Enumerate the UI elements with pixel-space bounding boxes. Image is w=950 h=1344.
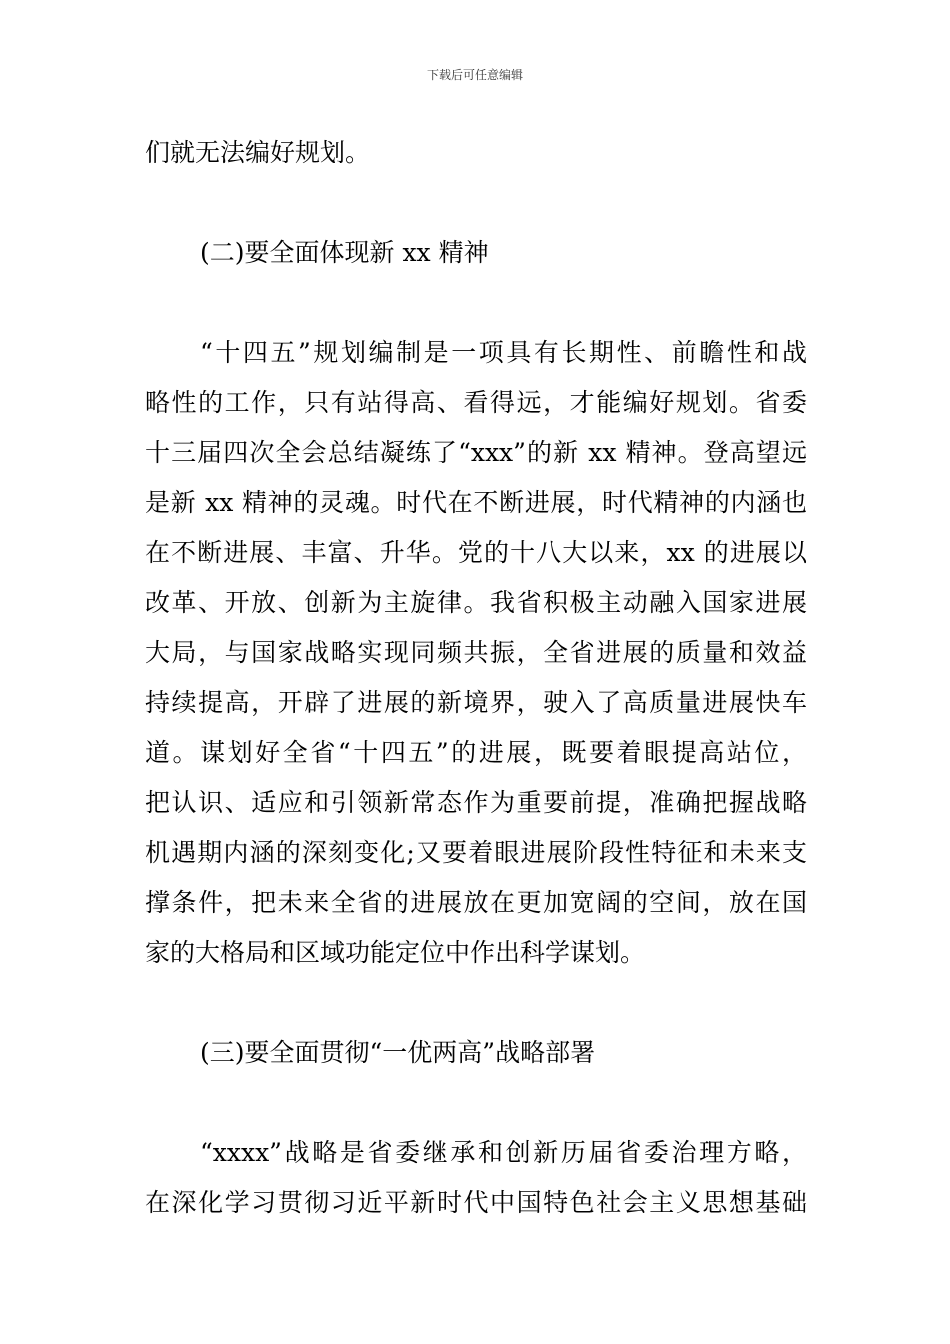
paragraph-line: 道。谋划好全省“十四五”的进展，既要着眼提高站位，	[145, 738, 807, 767]
paragraph-line: 十三届四次全会总结凝练了“xxx”的新 xx 精神。登高望远	[145, 438, 807, 467]
paragraph-line: 改革、开放、创新为主旋律。我省积极主动融入国家进展	[145, 588, 807, 617]
paragraph-line: 家的大格局和区域功能定位中作出科学谋划。	[145, 938, 646, 967]
paragraph-line: 在深化学习贯彻习近平新时代中国特色社会主义思想基础	[145, 1188, 807, 1217]
paragraph-line: 撑条件，把未来全省的进展放在更加宽阔的空间，放在国	[145, 888, 807, 917]
paragraph-line: 持续提高，开辟了进展的新境界，驶入了高质量进展快车	[145, 688, 807, 717]
paragraph-line: 们就无法编好规划。	[145, 138, 371, 167]
section-heading-3: (三)要全面贯彻“一优两高”战略部署	[200, 1038, 596, 1067]
header-note: 下载后可任意编辑	[426, 68, 523, 82]
paragraph-line: 机遇期内涵的深刻变化;又要着眼进展阶段性特征和未来支	[145, 838, 807, 867]
paragraph-line: 是新 xx 精神的灵魂。时代在不断进展，时代精神的内涵也	[145, 488, 807, 517]
paragraph-line: “十四五”规划编制是一项具有长期性、前瞻性和战	[200, 338, 807, 367]
document-body	[145, 128, 807, 1228]
section-heading-2: (二)要全面体现新 xx 精神	[200, 238, 489, 267]
paragraph-line: “xxxx”战略是省委继承和创新历届省委治理方略，	[200, 1138, 807, 1167]
paragraph-line: 大局，与国家战略实现同频共振，全省进展的质量和效益	[145, 638, 807, 667]
paragraph-line: 略性的工作，只有站得高、看得远，才能编好规划。省委	[145, 388, 807, 417]
paragraph-line: 在不断进展、丰富、升华。党的十八大以来，xx 的进展以	[145, 538, 807, 567]
paragraph-1	[145, 328, 807, 978]
spacer	[145, 1078, 807, 1128]
spacer	[145, 278, 807, 328]
spacer	[145, 978, 807, 1028]
paragraph-line: 把认识、适应和引领新常态作为重要前提，准确把握战略	[145, 788, 807, 817]
paragraph-2	[145, 1128, 807, 1228]
spacer	[145, 178, 807, 228]
